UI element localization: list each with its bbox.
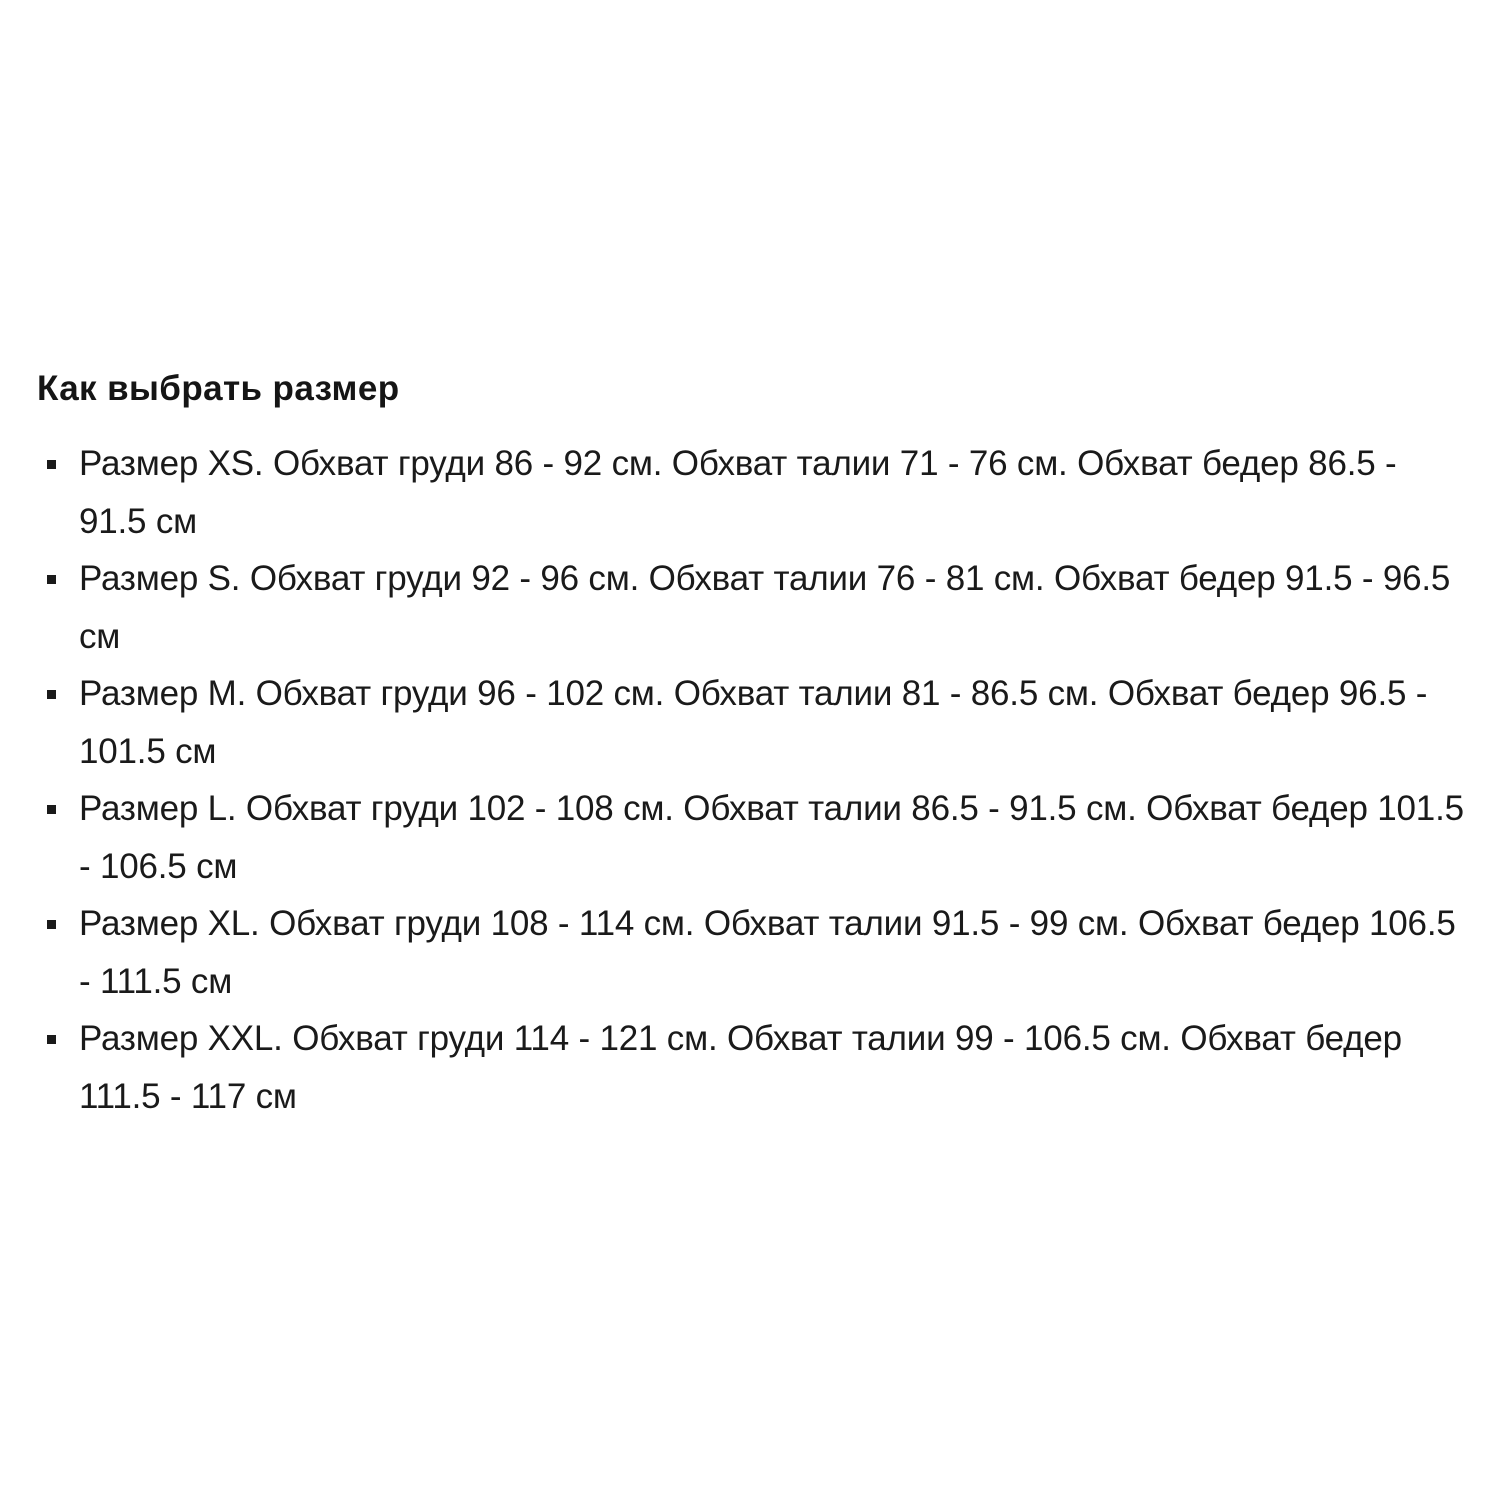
size-item-s	[37, 550, 1467, 665]
size-item-xxl	[37, 1010, 1467, 1125]
size-item-xl	[37, 895, 1467, 1010]
size-guide	[37, 362, 1467, 1125]
size-item-xs	[37, 435, 1467, 550]
square-bullet-icon	[47, 460, 56, 469]
size-item-text: Размер XXL. Обхват груди 114 - 121 см. Обхват талии 99 - 106.5 см. Обхват бедер 111.5 - 117 см	[79, 1019, 1402, 1116]
size-guide-title: Как выбрать размер	[37, 369, 400, 408]
square-bullet-icon	[47, 920, 56, 929]
square-bullet-icon	[47, 575, 56, 584]
size-item-l	[37, 780, 1467, 895]
square-bullet-icon	[47, 805, 56, 814]
size-item-text: Размер XL. Обхват груди 108 - 114 см. Обхват талии 91.5 - 99 см. Обхват бедер 106.5 - 111.5 см	[79, 904, 1456, 1001]
size-item-text: Размер XS. Обхват груди 86 - 92 см. Обхват талии 71 - 76 см. Обхват бедер 86.5 - 91.5 см	[79, 444, 1397, 541]
size-list	[37, 435, 1467, 1125]
size-item-text: Размер M. Обхват груди 96 - 102 см. Обхват талии 81 - 86.5 см. Обхват бедер 96.5 - 101.5 см	[79, 674, 1428, 771]
size-item-text: Размер S. Обхват груди 92 - 96 см. Обхват талии 76 - 81 см. Обхват бедер 91.5 - 96.5 см	[79, 559, 1451, 656]
square-bullet-icon	[47, 690, 56, 699]
square-bullet-icon	[47, 1035, 56, 1044]
size-item-m	[37, 665, 1467, 780]
size-item-text: Размер L. Обхват груди 102 - 108 см. Обхват талии 86.5 - 91.5 см. Обхват бедер 101.5 - 106.5 см	[79, 789, 1464, 886]
